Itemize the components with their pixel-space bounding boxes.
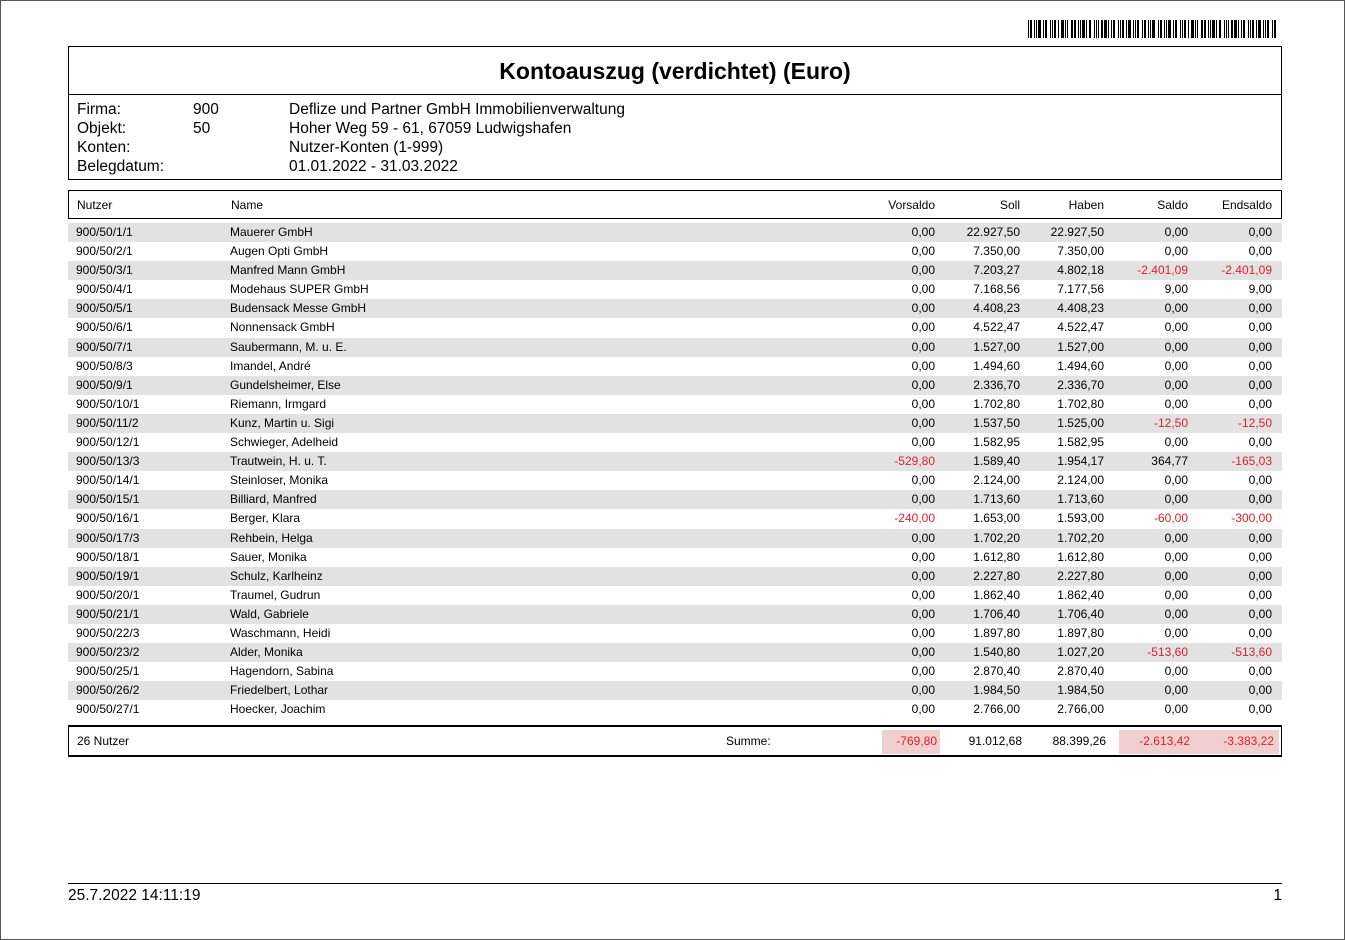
cell-soll: 4.408,23 xyxy=(973,301,1020,316)
cell-vorsaldo: 0,00 xyxy=(911,473,935,488)
header-endsaldo: Endsaldo xyxy=(1221,198,1272,212)
header-soll: Soll xyxy=(999,198,1020,212)
cell-soll: 7.350,00 xyxy=(973,244,1020,259)
cell-name: Schwieger, Adelheid xyxy=(230,435,339,450)
summary-row xyxy=(68,725,1282,757)
cell-name: Budensack Messe GmbH xyxy=(230,301,367,316)
cell-saldo: 0,00 xyxy=(1164,664,1188,679)
cell-nutzer: 900/50/27/1 xyxy=(76,702,140,717)
cell-soll: 1.494,60 xyxy=(973,358,1020,373)
cell-haben: 1.702,80 xyxy=(1057,396,1104,411)
cell-soll: 2.870,40 xyxy=(973,664,1020,679)
cell-haben: 1.984,50 xyxy=(1057,683,1104,698)
cell-haben: 1.494,60 xyxy=(1057,358,1104,373)
cell-vorsaldo: 0,00 xyxy=(911,377,935,392)
cell-soll: 1.702,80 xyxy=(973,396,1020,411)
konten-value: Nutzer-Konten (1-999) xyxy=(289,139,444,156)
cell-saldo: 0,00 xyxy=(1164,530,1188,545)
cell-endsaldo: -2.401,09 xyxy=(1221,263,1272,278)
cell-name: Traumel, Gudrun xyxy=(230,587,321,602)
objekt-number: 50 xyxy=(193,120,211,137)
header-saldo: Saldo xyxy=(1157,198,1188,212)
cell-endsaldo: 0,00 xyxy=(1248,225,1272,239)
cell-nutzer: 900/50/14/1 xyxy=(76,473,140,488)
cell-name: Saubermann, M. u. E. xyxy=(230,339,347,354)
cell-haben: 1.702,20 xyxy=(1057,530,1104,545)
cell-vorsaldo: 0,00 xyxy=(911,702,935,717)
cell-nutzer: 900/50/6/1 xyxy=(76,320,133,335)
cell-nutzer: 900/50/13/3 xyxy=(76,454,140,469)
cell-name: Wald, Gabriele xyxy=(230,606,309,621)
cell-endsaldo: -300,00 xyxy=(1231,511,1272,526)
cell-name: Imandel, André xyxy=(230,358,311,373)
summary-saldo: -2.613,42 xyxy=(1139,734,1190,748)
cell-soll: 1.713,60 xyxy=(973,492,1020,507)
cell-endsaldo: 0,00 xyxy=(1248,396,1272,411)
cell-soll: 2.336,70 xyxy=(973,377,1020,392)
table-row xyxy=(68,242,1282,261)
cell-soll: 1.653,00 xyxy=(973,511,1020,526)
cell-saldo: 0,00 xyxy=(1164,396,1188,411)
cell-haben: 1.612,80 xyxy=(1057,549,1104,564)
table-row xyxy=(68,605,1282,624)
cell-nutzer: 900/50/8/3 xyxy=(76,358,133,373)
cell-nutzer: 900/50/15/1 xyxy=(76,492,140,507)
cell-soll: 1.537,50 xyxy=(973,415,1020,430)
objekt-label: Objekt: xyxy=(77,120,127,137)
cell-nutzer: 900/50/16/1 xyxy=(76,511,140,526)
info-row-belegdatum xyxy=(77,157,1267,176)
firma-name: Deflize und Partner GmbH Immobilienverwaltung xyxy=(289,101,625,118)
cell-saldo: -513,60 xyxy=(1147,645,1188,660)
cell-endsaldo: 0,00 xyxy=(1248,606,1272,621)
table-row xyxy=(68,433,1282,452)
cell-endsaldo: 0,00 xyxy=(1248,435,1272,450)
cell-endsaldo: 0,00 xyxy=(1248,473,1272,488)
header-name: Name xyxy=(231,198,264,212)
belegdatum-label: Belegdatum: xyxy=(77,158,165,175)
cell-soll: 1.706,40 xyxy=(973,606,1020,621)
cell-vorsaldo: 0,00 xyxy=(911,301,935,316)
cell-vorsaldo: 0,00 xyxy=(911,415,935,430)
cell-name: Friedelbert, Lothar xyxy=(230,683,329,698)
cell-vorsaldo: 0,00 xyxy=(911,606,935,621)
info-row-objekt xyxy=(77,119,1267,138)
cell-saldo: 0,00 xyxy=(1164,358,1188,373)
cell-vorsaldo: 0,00 xyxy=(911,263,935,278)
cell-name: Alder, Monika xyxy=(230,645,303,660)
cell-vorsaldo: 0,00 xyxy=(911,587,935,602)
cell-haben: 1.706,40 xyxy=(1057,606,1104,621)
cell-saldo: 0,00 xyxy=(1164,435,1188,450)
cell-saldo: 9,00 xyxy=(1164,282,1188,297)
cell-nutzer: 900/50/20/1 xyxy=(76,587,140,602)
table-row xyxy=(68,586,1282,605)
cell-endsaldo: 0,00 xyxy=(1248,244,1272,259)
cell-nutzer: 900/50/18/1 xyxy=(76,549,140,564)
footer-page-number: 1 xyxy=(1273,887,1282,904)
cell-endsaldo: 0,00 xyxy=(1248,568,1272,583)
firma-number: 900 xyxy=(193,101,219,118)
table-body xyxy=(68,223,1282,719)
cell-vorsaldo: 0,00 xyxy=(911,664,935,679)
cell-endsaldo: 0,00 xyxy=(1248,377,1272,392)
summary-haben: 88.399,26 xyxy=(1052,734,1106,748)
cell-haben: 2.870,40 xyxy=(1057,664,1104,679)
barcode-icon xyxy=(1028,20,1280,38)
cell-saldo: 364,77 xyxy=(1151,454,1188,469)
cell-haben: 1.713,60 xyxy=(1057,492,1104,507)
cell-saldo: -60,00 xyxy=(1153,511,1188,526)
table-row xyxy=(68,567,1282,586)
table-row xyxy=(68,223,1282,242)
cell-vorsaldo: 0,00 xyxy=(911,320,935,335)
cell-vorsaldo: 0,00 xyxy=(911,435,935,450)
table-row xyxy=(68,261,1282,280)
cell-name: Augen Opti GmbH xyxy=(230,244,329,259)
cell-saldo: 0,00 xyxy=(1164,377,1188,392)
cell-haben: 4.802,18 xyxy=(1057,263,1104,278)
cell-saldo: 0,00 xyxy=(1164,702,1188,717)
cell-nutzer: 900/50/17/3 xyxy=(76,530,140,545)
cell-vorsaldo: 0,00 xyxy=(911,244,935,259)
cell-haben: 4.522,47 xyxy=(1057,320,1104,335)
cell-nutzer: 900/50/26/2 xyxy=(76,683,140,698)
cell-haben: 1.954,17 xyxy=(1057,454,1104,469)
cell-soll: 2.766,00 xyxy=(973,702,1020,717)
summary-soll: 91.012,68 xyxy=(968,734,1022,748)
cell-endsaldo: 0,00 xyxy=(1248,549,1272,564)
cell-soll: 1.897,80 xyxy=(973,625,1020,640)
info-row-konten xyxy=(77,138,1267,157)
table-row xyxy=(68,490,1282,509)
table-row xyxy=(68,452,1282,471)
cell-endsaldo: 0,00 xyxy=(1248,530,1272,545)
cell-name: Gundelsheimer, Else xyxy=(230,377,341,392)
cell-nutzer: 900/50/19/1 xyxy=(76,568,140,583)
table-row xyxy=(68,471,1282,490)
cell-haben: 2.766,00 xyxy=(1057,702,1104,717)
cell-name: Schulz, Karlheinz xyxy=(230,568,323,583)
firma-label: Firma: xyxy=(77,101,121,118)
cell-nutzer: 900/50/23/2 xyxy=(76,645,140,660)
cell-endsaldo: -165,03 xyxy=(1231,454,1272,469)
table-row xyxy=(68,548,1282,567)
cell-endsaldo: 0,00 xyxy=(1248,664,1272,679)
cell-soll: 22.927,50 xyxy=(966,225,1020,239)
cell-name: Berger, Klara xyxy=(230,511,301,526)
cell-haben: 2.336,70 xyxy=(1057,377,1104,392)
table-row xyxy=(68,299,1282,318)
cell-endsaldo: 0,00 xyxy=(1248,625,1272,640)
cell-nutzer: 900/50/10/1 xyxy=(76,396,140,411)
cell-name: Kunz, Martin u. Sigi xyxy=(230,415,335,430)
cell-name: Waschmann, Heidi xyxy=(230,625,331,640)
cell-saldo: 0,00 xyxy=(1164,339,1188,354)
cell-nutzer: 900/50/7/1 xyxy=(76,339,133,354)
cell-nutzer: 900/50/1/1 xyxy=(76,225,133,239)
cell-endsaldo: 0,00 xyxy=(1248,702,1272,717)
cell-vorsaldo: 0,00 xyxy=(911,225,935,239)
table-row xyxy=(68,529,1282,548)
table-row xyxy=(68,414,1282,433)
cell-haben: 1.525,00 xyxy=(1057,415,1104,430)
cell-haben: 1.862,40 xyxy=(1057,587,1104,602)
report-title: Kontoauszug (verdichtet) (Euro) xyxy=(499,58,851,84)
header-haben: Haben xyxy=(1068,198,1104,212)
cell-haben: 1.527,00 xyxy=(1057,339,1104,354)
cell-haben: 1.897,80 xyxy=(1057,625,1104,640)
table-row xyxy=(68,624,1282,643)
cell-saldo: -12,50 xyxy=(1153,415,1188,430)
cell-vorsaldo: 0,00 xyxy=(911,339,935,354)
cell-soll: 2.124,00 xyxy=(973,473,1020,488)
summary-label: Summe: xyxy=(726,734,771,748)
cell-saldo: 0,00 xyxy=(1164,244,1188,259)
header-vorsaldo: Vorsaldo xyxy=(888,198,935,212)
cell-soll: 1.612,80 xyxy=(973,549,1020,564)
cell-nutzer: 900/50/12/1 xyxy=(76,435,140,450)
cell-endsaldo: 0,00 xyxy=(1248,587,1272,602)
cell-saldo: 0,00 xyxy=(1164,492,1188,507)
cell-soll: 1.589,40 xyxy=(973,454,1020,469)
cell-vorsaldo: 0,00 xyxy=(911,549,935,564)
table-row xyxy=(68,662,1282,681)
cell-saldo: 0,00 xyxy=(1164,606,1188,621)
cell-vorsaldo: 0,00 xyxy=(911,683,935,698)
objekt-address: Hoher Weg 59 - 61, 67059 Ludwigshafen xyxy=(289,120,572,137)
cell-name: Nonnensack GmbH xyxy=(230,320,335,335)
cell-endsaldo: 0,00 xyxy=(1248,358,1272,373)
cell-name: Manfred Mann GmbH xyxy=(230,263,346,278)
cell-saldo: 0,00 xyxy=(1164,301,1188,316)
cell-nutzer: 900/50/3/1 xyxy=(76,263,133,278)
table-row xyxy=(68,357,1282,376)
cell-nutzer: 900/50/4/1 xyxy=(76,282,133,297)
table-header xyxy=(68,190,1282,219)
cell-vorsaldo: -240,00 xyxy=(894,511,935,526)
cell-endsaldo: 0,00 xyxy=(1248,339,1272,354)
cell-haben: 2.124,00 xyxy=(1057,473,1104,488)
cell-haben: 2.227,80 xyxy=(1057,568,1104,583)
cell-name: Hagendorn, Sabina xyxy=(230,664,334,679)
cell-nutzer: 900/50/2/1 xyxy=(76,244,133,259)
cell-haben: 7.350,00 xyxy=(1057,244,1104,259)
cell-vorsaldo: 0,00 xyxy=(911,396,935,411)
summary-vorsaldo: -769,80 xyxy=(896,734,937,748)
table-row xyxy=(68,509,1282,528)
table-row xyxy=(68,395,1282,414)
cell-soll: 1.527,00 xyxy=(973,339,1020,354)
konten-label: Konten: xyxy=(77,139,131,156)
cell-nutzer: 900/50/5/1 xyxy=(76,301,133,316)
cell-nutzer: 900/50/9/1 xyxy=(76,377,133,392)
header-nutzer: Nutzer xyxy=(77,198,113,212)
belegdatum-value: 01.01.2022 - 31.03.2022 xyxy=(289,158,458,175)
cell-saldo: 0,00 xyxy=(1164,320,1188,335)
cell-haben: 1.027,20 xyxy=(1057,645,1104,660)
footer-timestamp: 25.7.2022 14:11:19 xyxy=(68,887,201,904)
cell-name: Hoecker, Joachim xyxy=(230,702,326,717)
summary-count: 26 Nutzer xyxy=(77,734,130,748)
cell-name: Mauerer GmbH xyxy=(230,225,313,239)
report-header-box xyxy=(68,46,1282,180)
cell-endsaldo: -12,50 xyxy=(1237,415,1272,430)
cell-vorsaldo: 0,00 xyxy=(911,645,935,660)
cell-saldo: 0,00 xyxy=(1164,625,1188,640)
cell-name: Trautwein, H. u. T. xyxy=(230,454,327,469)
cell-soll: 1.540,80 xyxy=(973,645,1020,660)
cell-name: Steinloser, Monika xyxy=(230,473,329,488)
cell-saldo: 0,00 xyxy=(1164,587,1188,602)
cell-name: Modehaus SUPER GmbH xyxy=(230,282,369,297)
table-row xyxy=(68,700,1282,719)
report-info xyxy=(77,100,1267,176)
cell-saldo: -2.401,09 xyxy=(1137,263,1188,278)
cell-name: Rehbein, Helga xyxy=(230,530,313,545)
cell-saldo: 0,00 xyxy=(1164,549,1188,564)
table-row xyxy=(68,280,1282,299)
cell-endsaldo: 0,00 xyxy=(1248,301,1272,316)
cell-nutzer: 900/50/21/1 xyxy=(76,606,140,621)
cell-vorsaldo: 0,00 xyxy=(911,358,935,373)
table-row xyxy=(68,318,1282,337)
footer-divider xyxy=(68,883,1282,884)
cell-haben: 1.593,00 xyxy=(1057,511,1104,526)
cell-vorsaldo: 0,00 xyxy=(911,492,935,507)
cell-endsaldo: 0,00 xyxy=(1248,683,1272,698)
cell-vorsaldo: 0,00 xyxy=(911,530,935,545)
cell-soll: 7.203,27 xyxy=(973,263,1020,278)
info-row-firma xyxy=(77,100,1267,119)
cell-name: Billiard, Manfred xyxy=(230,492,317,507)
cell-vorsaldo: 0,00 xyxy=(911,282,935,297)
cell-name: Riemann, Irmgard xyxy=(230,396,327,411)
cell-nutzer: 900/50/11/2 xyxy=(76,415,139,430)
cell-soll: 4.522,47 xyxy=(973,320,1020,335)
cell-haben: 4.408,23 xyxy=(1057,301,1104,316)
cell-haben: 1.582,95 xyxy=(1057,435,1104,450)
cell-endsaldo: 9,00 xyxy=(1248,282,1272,297)
cell-saldo: 0,00 xyxy=(1164,473,1188,488)
cell-haben: 22.927,50 xyxy=(1050,225,1104,239)
table-row xyxy=(68,376,1282,395)
cell-soll: 7.168,56 xyxy=(973,282,1020,297)
cell-soll: 1.862,40 xyxy=(973,587,1020,602)
summary-endsaldo: -3.383,22 xyxy=(1223,734,1274,748)
cell-vorsaldo: 0,00 xyxy=(911,568,935,583)
cell-endsaldo: 0,00 xyxy=(1248,492,1272,507)
cell-soll: 2.227,80 xyxy=(973,568,1020,583)
cell-soll: 1.984,50 xyxy=(973,683,1020,698)
cell-soll: 1.582,95 xyxy=(973,435,1020,450)
cell-soll: 1.702,20 xyxy=(973,530,1020,545)
cell-haben: 7.177,56 xyxy=(1057,282,1104,297)
cell-saldo: 0,00 xyxy=(1164,225,1188,239)
cell-nutzer: 900/50/22/3 xyxy=(76,625,140,640)
cell-endsaldo: -513,60 xyxy=(1231,645,1272,660)
cell-vorsaldo: -529,80 xyxy=(894,454,935,469)
header-divider xyxy=(69,94,1281,95)
cell-vorsaldo: 0,00 xyxy=(911,625,935,640)
cell-saldo: 0,00 xyxy=(1164,568,1188,583)
table-row xyxy=(68,338,1282,357)
table-row xyxy=(68,681,1282,700)
table-row xyxy=(68,643,1282,662)
cell-endsaldo: 0,00 xyxy=(1248,320,1272,335)
cell-nutzer: 900/50/25/1 xyxy=(76,664,140,679)
cell-name: Sauer, Monika xyxy=(230,549,307,564)
cell-saldo: 0,00 xyxy=(1164,683,1188,698)
